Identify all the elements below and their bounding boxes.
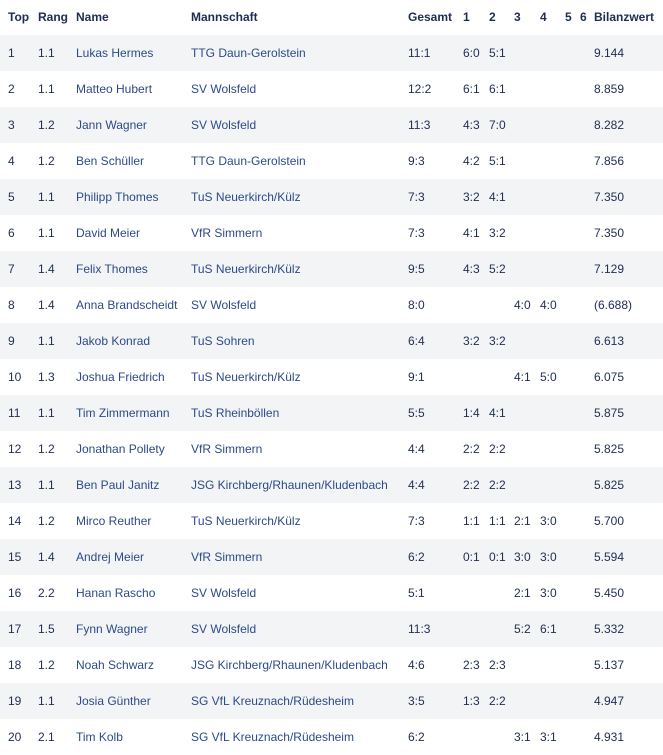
cell-gesamt: 12:2	[408, 82, 432, 96]
cell-top: 8	[8, 298, 15, 312]
header-bilanzwert: Bilanzwert	[594, 10, 655, 24]
table-row	[0, 71, 663, 107]
player-name-link[interactable]: Joshua Friedrich	[76, 370, 165, 384]
player-name-link[interactable]: Fynn Wagner	[76, 622, 148, 636]
team-name-link[interactable]: JSG Kirchberg/Rhaunen/Kludenbach	[191, 658, 388, 672]
player-name-link[interactable]: Hanan Rascho	[76, 586, 156, 600]
cell-position-4: 6:1	[540, 622, 557, 636]
cell-position-1: 4:3	[463, 118, 480, 132]
cell-bilanzwert: 6.613	[594, 334, 625, 348]
cell-position-1: 2:2	[463, 478, 480, 492]
player-name-link[interactable]: Jann Wagner	[76, 118, 147, 132]
cell-top: 16	[8, 586, 22, 600]
team-name-link[interactable]: TTG Daun-Gerolstein	[191, 46, 306, 60]
cell-position-1: 4:2	[463, 154, 480, 168]
cell-gesamt: 3:5	[408, 694, 425, 708]
cell-bilanzwert: 5.332	[594, 622, 625, 636]
table-row	[0, 539, 663, 575]
cell-bilanzwert: 7.350	[594, 226, 625, 240]
cell-gesamt: 4:6	[408, 658, 425, 672]
table-row	[0, 575, 663, 611]
cell-rang: 1.2	[38, 514, 55, 528]
player-name-link[interactable]: Jonathan Pollety	[76, 442, 165, 456]
cell-rang: 1.1	[38, 46, 55, 60]
player-name-link[interactable]: Felix Thomes	[76, 262, 148, 276]
cell-position-1: 3:2	[463, 190, 480, 204]
table-row	[0, 719, 663, 755]
table-row	[0, 251, 663, 287]
cell-top: 13	[8, 478, 22, 492]
cell-bilanzwert: 7.129	[594, 262, 625, 276]
table-row	[0, 467, 663, 503]
cell-bilanzwert: 5.700	[594, 514, 625, 528]
team-name-link[interactable]: TuS Neuerkirch/Külz	[191, 514, 301, 528]
table-row	[0, 611, 663, 647]
cell-gesamt: 6:2	[408, 550, 425, 564]
cell-position-1: 6:1	[463, 82, 480, 96]
cell-top: 14	[8, 514, 22, 528]
cell-top: 12	[8, 442, 22, 456]
header-position-4: 4	[540, 10, 547, 24]
table-row	[0, 395, 663, 431]
cell-position-4: 4:0	[540, 298, 557, 312]
cell-rang: 1.4	[38, 298, 55, 312]
player-name-link[interactable]: Matteo Hubert	[76, 82, 153, 96]
cell-rang: 1.4	[38, 262, 55, 276]
team-name-link[interactable]: JSG Kirchberg/Rhaunen/Kludenbach	[191, 478, 388, 492]
player-name-link[interactable]: Lukas Hermes	[76, 46, 154, 60]
cell-bilanzwert: 5.875	[594, 406, 625, 420]
player-name-link[interactable]: Anna Brandscheidt	[76, 298, 178, 312]
cell-position-1: 0:1	[463, 550, 480, 564]
cell-rang: 1.2	[38, 442, 55, 456]
cell-bilanzwert: 6.075	[594, 370, 625, 384]
cell-bilanzwert: 7.350	[594, 190, 625, 204]
cell-position-3: 2:1	[514, 514, 531, 528]
cell-position-2: 3:2	[489, 334, 506, 348]
cell-bilanzwert: 5.825	[594, 442, 625, 456]
cell-gesamt: 11:3	[408, 118, 431, 132]
team-name-link[interactable]: SV Wolsfeld	[191, 82, 257, 96]
cell-rang: 1.4	[38, 550, 55, 564]
cell-position-3: 3:0	[514, 550, 531, 564]
cell-bilanzwert: 4.947	[594, 694, 625, 708]
team-name-link[interactable]: SV Wolsfeld	[191, 622, 257, 636]
cell-position-2: 4:1	[489, 190, 506, 204]
team-name-link[interactable]: SV Wolsfeld	[191, 118, 257, 132]
cell-bilanzwert: 8.859	[594, 82, 625, 96]
cell-position-2: 4:1	[489, 406, 506, 420]
cell-position-2: 2:3	[489, 658, 506, 672]
cell-position-4: 3:1	[540, 730, 557, 744]
cell-position-2: 5:1	[489, 154, 506, 168]
team-name-link[interactable]: TuS Sohren	[191, 334, 255, 348]
team-name-link[interactable]: TuS Rheinböllen	[191, 406, 280, 420]
player-name-link[interactable]: Ben Paul Janitz	[76, 478, 160, 492]
cell-gesamt: 6:4	[408, 334, 425, 348]
table-row	[0, 323, 663, 359]
cell-bilanzwert: 5.594	[594, 550, 625, 564]
player-name-link[interactable]: Mirco Reuther	[76, 514, 152, 528]
cell-position-2: 2:2	[489, 694, 506, 708]
cell-position-3: 4:0	[514, 298, 531, 312]
team-name-link[interactable]: SV Wolsfeld	[191, 298, 257, 312]
cell-gesamt: 8:0	[408, 298, 425, 312]
table-body	[0, 35, 663, 755]
cell-top: 4	[8, 154, 15, 168]
team-name-link[interactable]: TuS Neuerkirch/Külz	[191, 190, 301, 204]
cell-position-1: 1:4	[463, 406, 480, 420]
cell-gesamt: 7:3	[408, 226, 425, 240]
table-row	[0, 107, 663, 143]
cell-rang: 1.1	[38, 478, 55, 492]
cell-position-1: 2:3	[463, 658, 480, 672]
table-header	[0, 0, 663, 35]
cell-position-4: 3:0	[540, 550, 557, 564]
cell-rang: 1.5	[38, 622, 55, 636]
cell-bilanzwert: 5.137	[594, 658, 625, 672]
player-name-link[interactable]: Jakob Konrad	[76, 334, 151, 348]
cell-position-4: 3:0	[540, 514, 557, 528]
player-name-link[interactable]: Noah Schwarz	[76, 658, 155, 672]
cell-gesamt: 9:5	[408, 262, 425, 276]
cell-position-1: 1:3	[463, 694, 480, 708]
cell-top: 17	[8, 622, 22, 636]
cell-top: 5	[8, 190, 15, 204]
cell-rang: 1.1	[38, 694, 55, 708]
header-rang: Rang	[38, 10, 68, 24]
team-name-link[interactable]: TuS Neuerkirch/Külz	[191, 370, 301, 384]
table-row	[0, 683, 663, 719]
cell-position-3: 4:1	[514, 370, 531, 384]
cell-position-1: 1:1	[463, 514, 480, 528]
table-row	[0, 35, 663, 71]
player-name-link[interactable]: Andrej Meier	[76, 550, 145, 564]
table-row	[0, 503, 663, 539]
cell-top: 10	[8, 370, 22, 384]
cell-rang: 1.1	[38, 82, 55, 96]
cell-top: 19	[8, 694, 22, 708]
header-name: Name	[76, 10, 109, 24]
cell-position-4: 5:0	[540, 370, 557, 384]
team-name-link[interactable]: TuS Neuerkirch/Külz	[191, 262, 301, 276]
cell-rang: 2.1	[38, 730, 55, 744]
cell-position-1: 3:2	[463, 334, 480, 348]
cell-position-2: 0:1	[489, 550, 506, 564]
table-row	[0, 359, 663, 395]
cell-gesamt: 7:3	[408, 514, 425, 528]
table-row	[0, 179, 663, 215]
header-position-3: 3	[514, 10, 521, 24]
cell-position-3: 5:2	[514, 622, 531, 636]
cell-position-2: 2:2	[489, 478, 506, 492]
cell-top: 1	[8, 46, 15, 60]
cell-position-2: 6:1	[489, 82, 506, 96]
cell-rang: 1.2	[38, 658, 55, 672]
cell-rang: 1.1	[38, 226, 55, 240]
header-position-2: 2	[489, 10, 496, 24]
cell-bilanzwert: 4.931	[594, 730, 625, 744]
cell-top: 11	[8, 406, 21, 420]
cell-gesamt: 5:1	[408, 586, 425, 600]
cell-gesamt: 5:5	[408, 406, 425, 420]
cell-position-2: 5:2	[489, 262, 506, 276]
cell-bilanzwert: 9.144	[594, 46, 625, 60]
team-name-link[interactable]: SG VfL Kreuznach/Rüdesheim	[191, 730, 354, 744]
player-name-link[interactable]: Ben Schüller	[76, 154, 145, 168]
cell-position-2: 3:2	[489, 226, 506, 240]
table-row	[0, 431, 663, 467]
cell-top: 18	[8, 658, 22, 672]
cell-top: 20	[8, 730, 22, 744]
player-name-link[interactable]: Tim Zimmermann	[76, 406, 170, 420]
cell-gesamt: 4:4	[408, 442, 425, 456]
cell-position-4: 3:0	[540, 586, 557, 600]
cell-rang: 1.1	[38, 190, 55, 204]
cell-bilanzwert: 5.450	[594, 586, 625, 600]
cell-top: 6	[8, 226, 15, 240]
header-gesamt: Gesamt	[408, 10, 453, 24]
cell-top: 7	[8, 262, 15, 276]
team-name-link[interactable]: VfR Simmern	[191, 550, 263, 564]
cell-rang: 1.1	[38, 334, 55, 348]
cell-gesamt: 9:1	[408, 370, 425, 384]
cell-rang: 2.2	[38, 586, 55, 600]
header-position-1: 1	[463, 10, 470, 24]
cell-top: 15	[8, 550, 22, 564]
cell-top: 3	[8, 118, 15, 132]
team-name-link[interactable]: SV Wolsfeld	[191, 586, 257, 600]
cell-top: 9	[8, 334, 15, 348]
team-name-link[interactable]: VfR Simmern	[191, 442, 263, 456]
cell-position-1: 6:0	[463, 46, 480, 60]
cell-rang: 1.2	[38, 154, 55, 168]
cell-bilanzwert: 7.856	[594, 154, 625, 168]
cell-position-3: 3:1	[514, 730, 531, 744]
player-name-link[interactable]: David Meier	[76, 226, 141, 240]
cell-position-3: 2:1	[514, 586, 531, 600]
cell-top: 2	[8, 82, 15, 96]
cell-rang: 1.1	[38, 406, 55, 420]
header-position-5: 5	[565, 10, 572, 24]
header-team: Mannschaft	[191, 10, 258, 24]
cell-position-2: 7:0	[489, 118, 506, 132]
cell-position-1: 4:3	[463, 262, 480, 276]
player-name-link[interactable]: Tim Kolb	[76, 730, 123, 744]
cell-position-1: 2:2	[463, 442, 480, 456]
header-top: Top	[8, 10, 30, 24]
cell-position-1: 4:1	[463, 226, 480, 240]
player-name-link[interactable]: Philipp Thomes	[76, 190, 159, 204]
header-position-6: 6	[580, 10, 587, 24]
cell-position-2: 2:2	[489, 442, 506, 456]
table-row	[0, 287, 663, 323]
team-name-link[interactable]: SG VfL Kreuznach/Rüdesheim	[191, 694, 354, 708]
team-name-link[interactable]: TTG Daun-Gerolstein	[191, 154, 306, 168]
team-name-link[interactable]: VfR Simmern	[191, 226, 263, 240]
cell-gesamt: 4:4	[408, 478, 425, 492]
cell-bilanzwert: 5.825	[594, 478, 625, 492]
cell-bilanzwert: 8.282	[594, 118, 625, 132]
cell-gesamt: 9:3	[408, 154, 425, 168]
cell-position-2: 1:1	[489, 514, 506, 528]
cell-rang: 1.3	[38, 370, 55, 384]
table-row	[0, 143, 663, 179]
cell-bilanzwert: (6.688)	[594, 298, 633, 312]
player-name-link[interactable]: Josia Günther	[76, 694, 151, 708]
cell-rang: 1.2	[38, 118, 55, 132]
cell-gesamt: 11:1	[408, 46, 431, 60]
table-row	[0, 647, 663, 683]
cell-position-2: 5:1	[489, 46, 506, 60]
cell-gesamt: 7:3	[408, 190, 425, 204]
cell-gesamt: 11:3	[408, 622, 431, 636]
cell-gesamt: 6:2	[408, 730, 425, 744]
table-row	[0, 215, 663, 251]
